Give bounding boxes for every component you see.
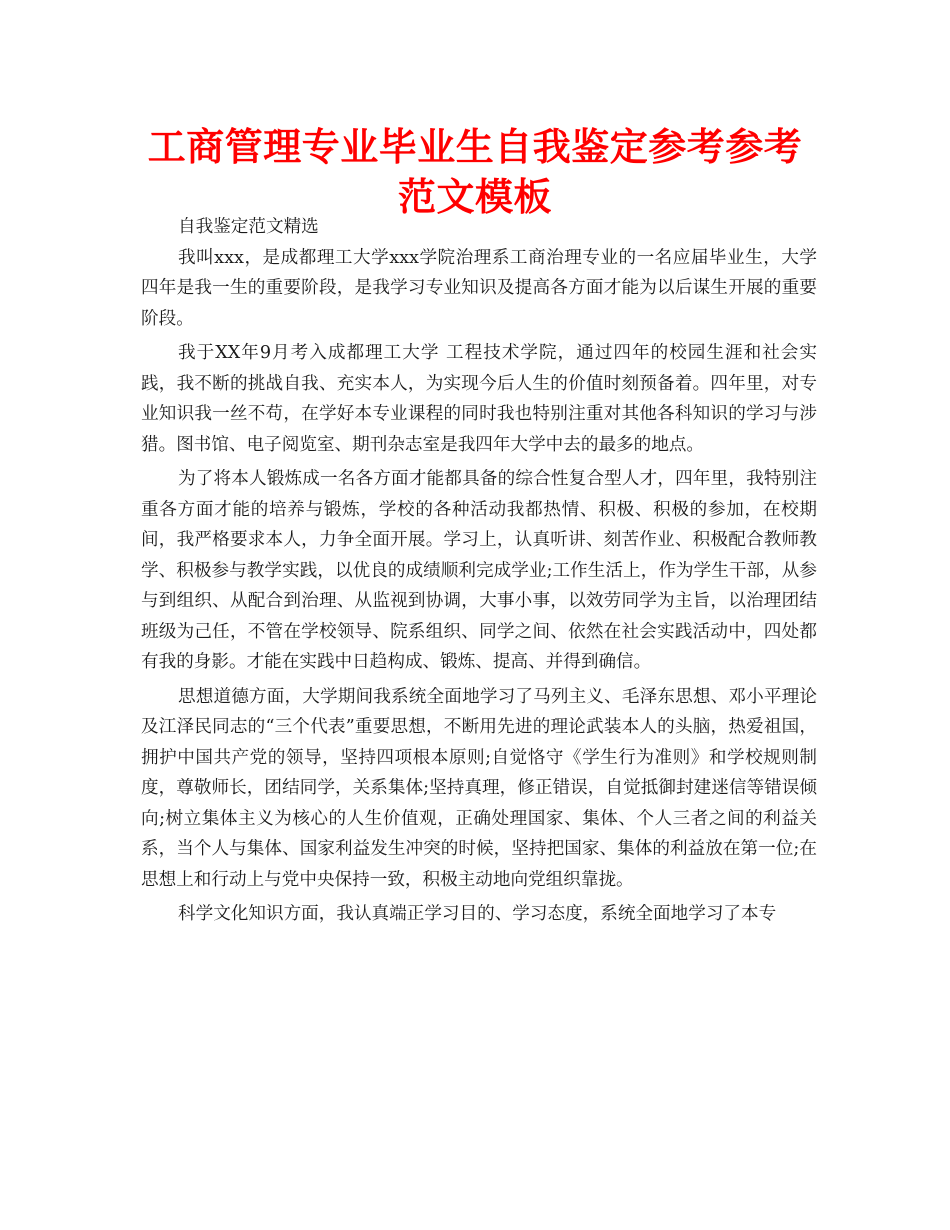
document-body	[141, 212, 817, 930]
paragraph: 为了将本人锻炼成一名各方面才能都具备的综合性复合型人才，四年里，我特别注重各方面才能的培养与锻炼，学校的各种活动我都热情、积极、积极的参加，在校期间，我严格要求本人，力争全面开展。学习上，认真听讲、刻苦作业、积极配合教师教学、积极参与教学实践，以优良的成绩顺利完成学业;工作生活上，作为学生干部，从参与到组织、从配合到治理、从监视到协调，大事小事，以效劳同学为主旨，以治理团结班级为己任，不管在学校领导、院系组织、同学之间、依然在社会实践活动中，四处都有我的身影。才能在实践中日趋构成、锻炼、提高、并得到确信。	[141, 469, 817, 672]
paragraph: 思想道德方面，大学期间我系统全面地学习了马列主义、毛泽东思想、邓小平理论及江泽民同志的“三个代表”重要思想，不断用先进的理论武装本人的头脑，热爱祖国，拥护中国共产党的领导，坚持四项根本原则;自觉恪守《学生行为准则》和学校规则制度，尊敬师长，团结同学，关系集体;坚持真理，修正错误，自觉抵御封建迷信等错误倾向;树立集体主义为核心的人生价值观，正确处理国家、集体、个人三者之间的利益关系，当个人与集体、国家利益发生冲突的时候，坚持把国家、集体的利益放在第一位;在思想上和行动上与党中央保持一致，积极主动地向党组织靠拢。	[141, 686, 817, 890]
paragraph: 科学文化知识方面，我认真端正学习目的、学习态度，系统全面地学习了本专	[178, 904, 777, 924]
paragraph: 我于XX年9月考入成都理工大学 工程技术学院，通过四年的校园生涯和社会实践，我不断的挑战自我、充实本人，为实现今后人生的价值时刻预备着。四年里，对专业知识我一丝不苟，在学好本专业课程的同时我也特别注重对其他各科知识的学习与涉猎。图书馆、电子阅览室、期刊杂志室是我四年大学中去的最多的地点。	[141, 343, 817, 455]
paragraph: 自我鉴定范文精选	[178, 217, 319, 237]
paragraph: 我叫xxx，是成都理工大学xxx学院治理系工商治理专业的一名应届毕业生，大学四年是我一生的重要阶段，是我学习专业知识及提高各方面才能为以后谋生开展的重要阶段。	[141, 247, 817, 329]
document-title: 工商管理专业毕业生自我鉴定参考参考范文模板	[147, 125, 803, 219]
